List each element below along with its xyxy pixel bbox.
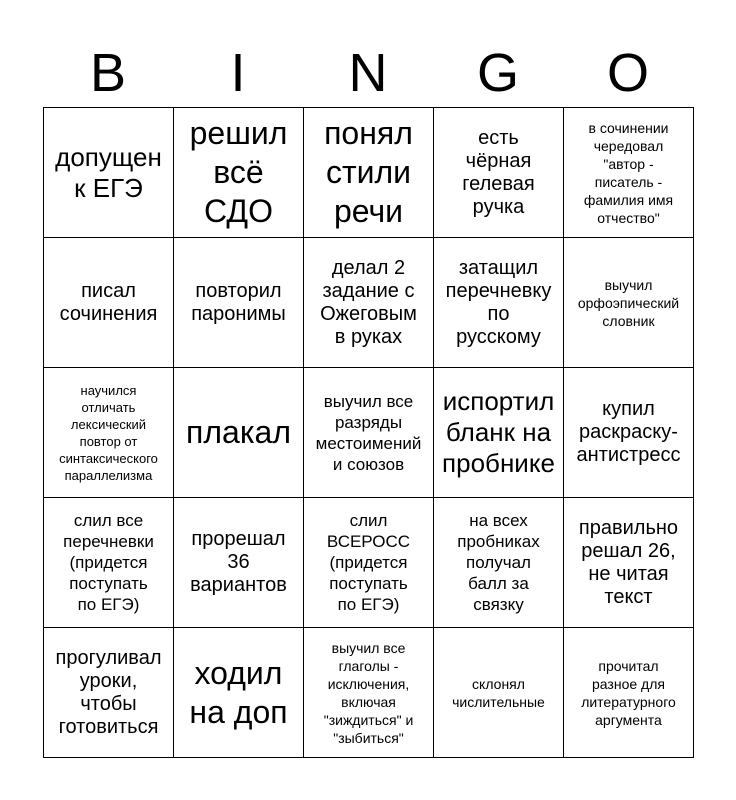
cell-text: в сочинении чередовал "автор - писатель - фамилия имя отчество" [583, 119, 674, 226]
bingo-cell[interactable] [174, 498, 304, 628]
header-letter-b: B [89, 43, 127, 103]
cell-text: плакал [186, 414, 291, 450]
cell-text: затащил перечневку по русскому [445, 256, 552, 348]
cell-text: выучил орфоэпический словник [577, 276, 680, 329]
bingo-cell[interactable] [44, 368, 174, 498]
bingo-cell[interactable] [304, 238, 434, 368]
bingo-cell[interactable] [304, 628, 434, 758]
bingo-header [43, 42, 693, 104]
header-letter-n: N [348, 43, 388, 103]
bingo-cell[interactable] [44, 238, 174, 368]
cell-text: есть чёрная гелевая ручка [462, 126, 535, 218]
cell-text: прочитал разное для литературного аргумента [581, 657, 676, 728]
cell-text: ходил на доп [189, 654, 288, 730]
bingo-cell[interactable] [304, 368, 434, 498]
bingo-cell[interactable] [434, 628, 564, 758]
bingo-cell[interactable] [564, 628, 694, 758]
header-letter-g: G [476, 43, 519, 103]
header-letter-i: I [230, 43, 246, 103]
cell-text: слил все перечневки (придется поступать по ЕГЭ) [63, 511, 154, 614]
cell-text: слил ВСЕРОСС (придется поступать по ЕГЭ) [326, 511, 411, 614]
bingo-cell[interactable] [44, 498, 174, 628]
bingo-cell[interactable] [174, 238, 304, 368]
cell-text: испортил бланк на пробнике [442, 386, 555, 478]
cell-text: выучил все глаголы - исключения, включая "зиждиться" и "зыбиться" [323, 639, 414, 746]
bingo-cell[interactable] [304, 498, 434, 628]
bingo-cell[interactable] [44, 628, 174, 758]
cell-text: решил всё СДО [189, 115, 288, 229]
bingo-cell[interactable] [174, 108, 304, 238]
cell-text: писал сочинения [59, 279, 158, 325]
cell-text: склонял числительные [452, 675, 545, 710]
bingo-cell[interactable] [174, 368, 304, 498]
bingo-cell[interactable] [564, 498, 694, 628]
bingo-cell[interactable] [434, 368, 564, 498]
cell-text: прогуливал уроки, чтобы готовиться [55, 646, 162, 738]
cell-text: выучил все разряды местоимений и союзов [315, 391, 422, 474]
bingo-cell[interactable] [434, 498, 564, 628]
cell-text: купил раскраску- антистресс [576, 398, 681, 466]
bingo-cell[interactable] [564, 238, 694, 368]
cell-text: научился отличать лексический повтор от синтаксического параллелизма [59, 382, 158, 483]
cell-text: допущен к ЕГЭ [55, 141, 162, 203]
header-letter-o: O [606, 43, 649, 103]
cell-text: на всех пробниках получал балл за связку [457, 511, 540, 614]
cell-text: повторил паронимы [191, 279, 286, 325]
cell-text: прорешал 36 вариантов [190, 528, 287, 596]
bingo-grid [43, 107, 694, 758]
bingo-cell[interactable] [564, 108, 694, 238]
bingo-cell[interactable] [434, 108, 564, 238]
bingo-cell[interactable] [44, 108, 174, 238]
bingo-cell[interactable] [304, 108, 434, 238]
cell-text: делал 2 задание с Ожеговым в руках [320, 256, 417, 348]
cell-text: понял стили речи [324, 115, 413, 229]
cell-text: правильно решал 26, не читая текст [578, 516, 679, 608]
bingo-cell[interactable] [174, 628, 304, 758]
bingo-cell[interactable] [434, 238, 564, 368]
bingo-cell[interactable] [564, 368, 694, 498]
